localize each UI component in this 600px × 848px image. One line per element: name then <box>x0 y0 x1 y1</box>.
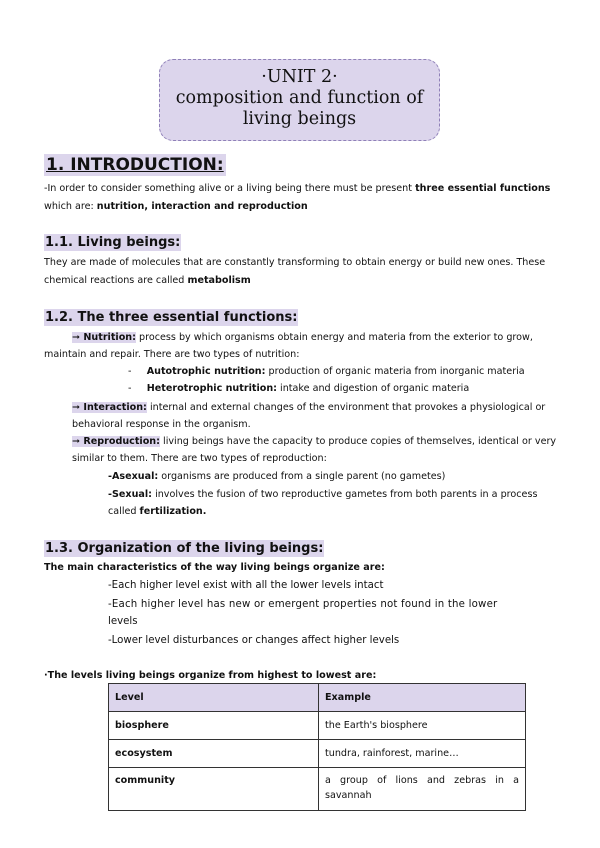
table-row <box>109 768 526 811</box>
unit-title-line2: composition and function of <box>175 88 424 108</box>
levels-intro: ·The levels living beings organize from highest to lowest are: <box>44 670 377 681</box>
heterotrophic-text: intake and digestion of organic materia <box>277 383 470 394</box>
metabolism-term: metabolism <box>187 275 251 286</box>
levels-table <box>108 683 526 811</box>
sexual-line1 <box>108 486 537 503</box>
table-row <box>109 740 526 768</box>
bullet-autotrophic <box>128 363 525 380</box>
bullet-dot: - <box>128 383 147 394</box>
table-header-row <box>109 684 526 712</box>
table-header-example: Example <box>319 684 526 712</box>
intro-paragraph-line1 <box>44 180 550 197</box>
asexual-label: -Asexual: <box>108 471 159 482</box>
heading-three-functions: 1.2. The three essential functions: <box>45 310 298 325</box>
sexual-line2 <box>108 503 206 520</box>
sexual-text: involves the fusion of two reproductive gametes from both parents in a process <box>152 489 538 500</box>
table-cell-example: the Earth's biosphere <box>319 712 526 740</box>
nutrition-line2: maintain and repair. There are two types of nutrition: <box>44 349 300 360</box>
reproduction-text1: living beings have the capacity to produce copies of themselves, identical or very <box>159 436 557 447</box>
sexual-text2a: called <box>108 506 140 517</box>
table-cell-example: a group of lions and zebras in a savannah <box>319 768 526 811</box>
interaction-label: ➞ Interaction: <box>72 402 147 413</box>
bullet-dot: - <box>128 366 147 377</box>
organization-subhead: The main characteristics of the way living beings organize are: <box>44 562 385 573</box>
table-row <box>109 712 526 740</box>
interaction-line1 <box>72 399 545 416</box>
living-beings-text-a: chemical reactions are called <box>44 275 188 286</box>
bullet-heterotrophic <box>128 380 469 397</box>
asexual-line <box>108 468 445 485</box>
organization-item2a: -Each higher level has new or emergent properties not found in the lower <box>108 599 498 610</box>
nutrition-label: ➞ Nutrition: <box>72 332 136 343</box>
organization-item3: -Lower level disturbances or changes affect higher levels <box>108 635 400 646</box>
table-cell-level: community <box>109 768 319 811</box>
nutrition-text1: process by which organisms obtain energy and materia from the exterior to grow, <box>135 332 533 343</box>
intro-text-a: -In order to consider something alive or a living being there must be present <box>44 183 416 194</box>
intro-text-d: nutrition, interaction and reproduction <box>96 201 308 212</box>
intro-paragraph-line2 <box>44 198 308 215</box>
unit-title-line3: living beings <box>242 109 357 129</box>
sexual-label: -Sexual: <box>108 489 153 500</box>
autotrophic-text: production of organic materia from inorganic materia <box>265 366 525 377</box>
organization-item1: -Each higher level exist with all the lower levels intact <box>108 580 384 591</box>
table-header-level: Level <box>109 684 319 712</box>
table-cell-level: biosphere <box>109 712 319 740</box>
asexual-text: organisms are produced from a single parent (no gametes) <box>158 471 446 482</box>
fertilization-term: fertilization. <box>139 506 207 517</box>
interaction-text1: internal and external changes of the environment that provokes a physiological or <box>146 402 546 413</box>
living-beings-line1: They are made of molecules that are constantly transforming to obtain energy or build new ones. These <box>44 257 546 268</box>
table-cell-level: ecosystem <box>109 740 319 768</box>
reproduction-line1 <box>72 433 556 450</box>
nutrition-line1 <box>72 329 533 346</box>
organization-item2b: levels <box>108 616 138 627</box>
heading-organization: 1.3. Organization of the living beings: <box>45 541 324 556</box>
living-beings-line2 <box>44 272 251 289</box>
heterotrophic-label: Heterotrophic nutrition: <box>146 383 277 394</box>
intro-text-c: which are: <box>44 201 97 212</box>
interaction-line2: behavioral response in the organism. <box>72 419 251 430</box>
reproduction-label: ➞ Reproduction: <box>72 436 160 447</box>
heading-living-beings: 1.1. Living beings: <box>45 235 181 250</box>
autotrophic-label: Autotrophic nutrition: <box>146 366 266 377</box>
unit-title-line1: ·UNIT 2· <box>261 67 338 87</box>
intro-text-b: three essential functions <box>415 183 551 194</box>
reproduction-line2: similar to them. There are two types of reproduction: <box>72 453 327 464</box>
unit-title-box <box>159 59 440 141</box>
heading-introduction: 1. INTRODUCTION: <box>46 155 224 175</box>
table-cell-example: tundra, rainforest, marine… <box>319 740 526 768</box>
